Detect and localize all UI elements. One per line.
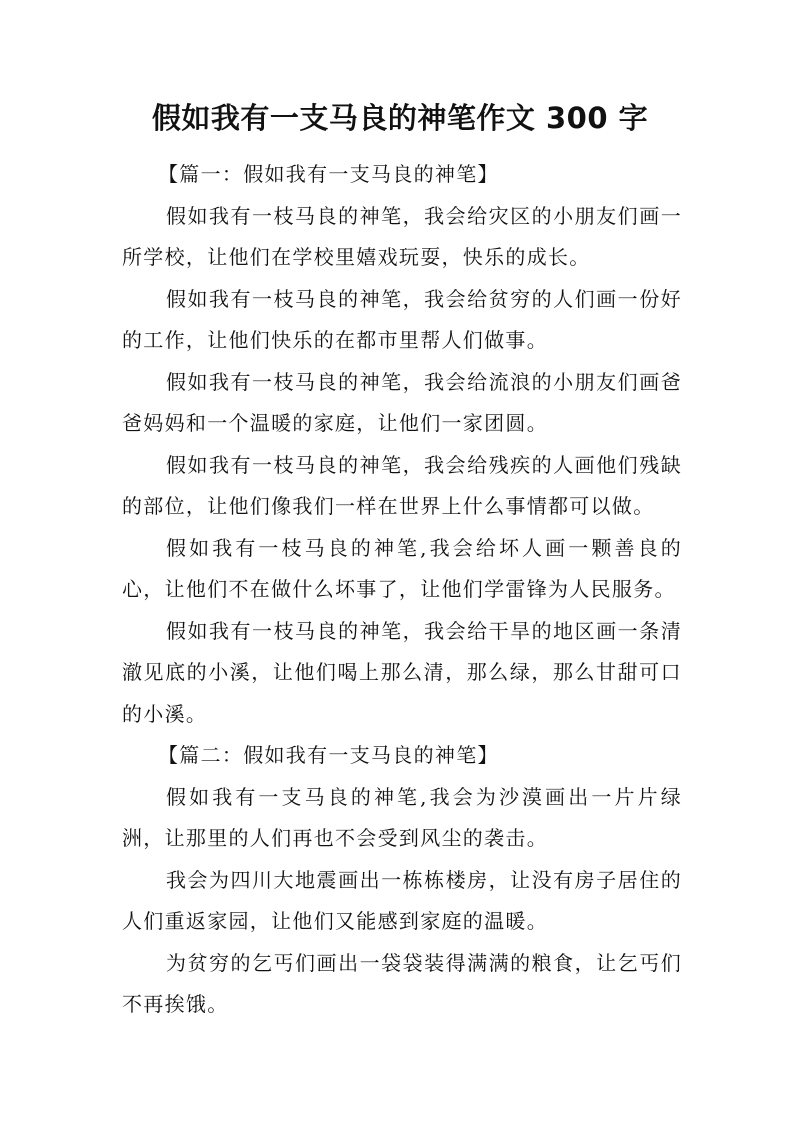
paragraph: 为贫穷的乞丐们画出一袋袋装得满满的粮食，让乞丐们不再挨饿。: [122, 950, 682, 1016]
section-heading-2: 【篇二：假如我有一支马良的神笔】: [158, 743, 499, 767]
section-heading-1: 【篇一：假如我有一支马良的神笔】: [158, 162, 499, 186]
paragraph: 假如我有一枝马良的神笔，我会给灾区的小朋友们画一所学校，让他们在学校里嬉戏玩耍，快乐的成长。: [122, 203, 682, 269]
paragraph: 假如我有一枝马良的神笔，我会给干旱的地区画一条清澈见底的小溪，让他们喝上那么清，那么绿，那么甘甜可口的小溪。: [122, 618, 682, 726]
paragraph: 假如我有一支马良的神笔,我会为沙漠画出一片片绿洲，让那里的人们再也不会受到风尘的袭击。: [122, 784, 682, 850]
page-title: 假如我有一支马良的神笔作文 300 字: [151, 101, 649, 135]
paragraph: 我会为四川大地震画出一栋栋楼房，让没有房子居住的人们重返家园，让他们又能感到家庭的温暖。: [122, 867, 682, 933]
paragraph: 假如我有一枝马良的神笔,我会给坏人画一颗善良的心，让他们不在做什么坏事了，让他们学雷锋为人民服务。: [122, 535, 682, 601]
paragraph: 假如我有一枝马良的神笔，我会给残疾的人画他们残缺的部位，让他们像我们一样在世界上什么事情都可以做。: [122, 452, 682, 518]
paragraph: 假如我有一枝马良的神笔，我会给贫穷的人们画一份好的工作，让他们快乐的在都市里帮人们做事。: [122, 286, 682, 352]
document-body: [122, 154, 682, 1026]
paragraph: 假如我有一枝马良的神笔，我会给流浪的小朋友们画爸爸妈妈和一个温暖的家庭，让他们一家团圆。: [122, 369, 682, 435]
